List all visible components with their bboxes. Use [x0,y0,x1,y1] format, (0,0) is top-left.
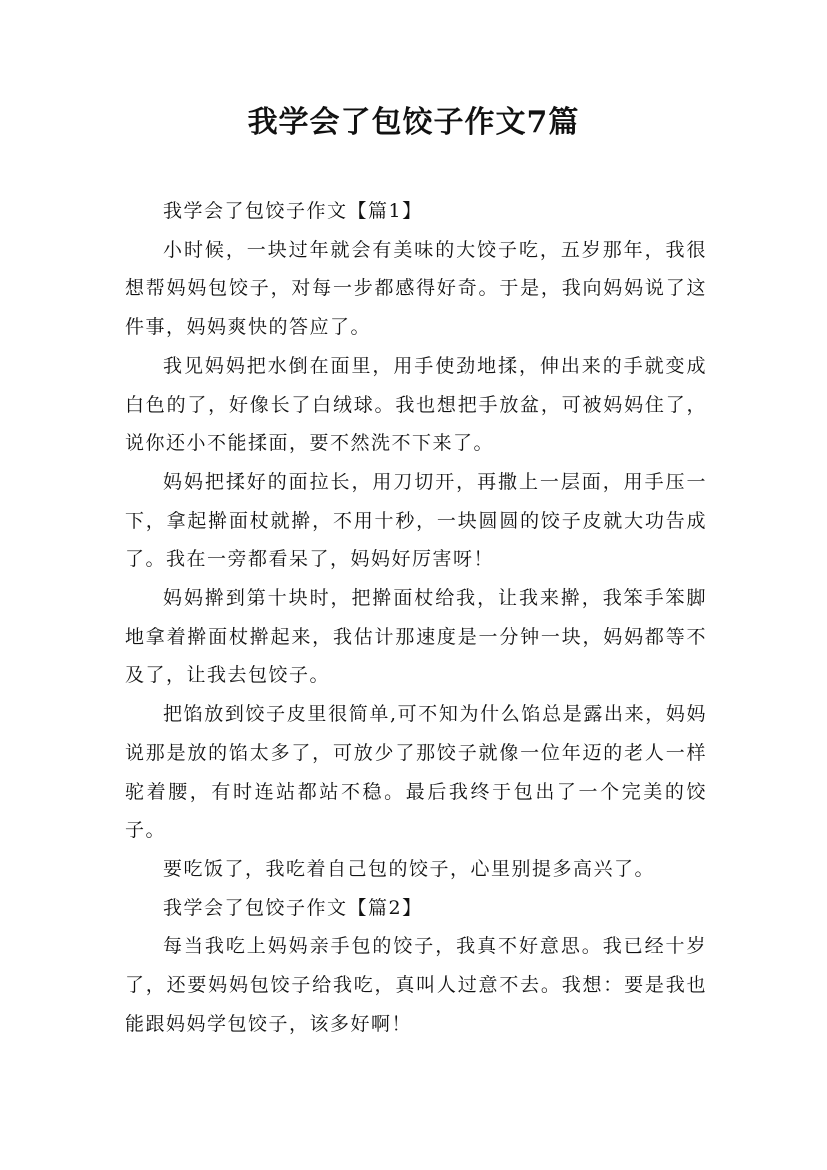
paragraph: 我见妈妈把水倒在面里，用手使劲地揉，伸出来的手就变成白色的了，好像长了白绒球。我也想把手放盆，可被妈妈住了，说你还小不能揉面，要不然洗不下来了。 [125,354,707,455]
paragraph: 要吃饭了，我吃着自己包的饺子，心里别提多高兴了。 [163,857,656,880]
paragraph: 把馅放到饺子皮里很简单,可不知为什么馅总是露出来，妈妈说那是放的馅太多了，可放少了那饺子就像一位年迈的老人一样驼着腰，有时连站都站不稳。最后我终于包出了一个完美的饺子。 [125,703,707,842]
paragraph: 小时候，一块过年就会有美味的大饺子吃，五岁那年，我很想帮妈妈包饺子，对每一步都感得好奇。于是，我向妈妈说了这件事，妈妈爽快的答应了。 [125,238,707,339]
document-body [125,192,707,1043]
document-title: 我学会了包饺子作文7篇 [247,105,580,140]
paragraph: 每当我吃上妈妈亲手包的饺子，我真不好意思。我已经十岁了，还要妈妈包饺子给我吃，真叫人过意不去。我想：要是我也能跟妈妈学包饺子，该多好啊！ [125,935,707,1035]
paragraph: 妈妈把揉好的面拉长，用刀切开，再撒上一层面，用手压一下，拿起擀面杖就擀，不用十秒，一块圆圆的饺子皮就大功告成了。我在一旁都看呆了，妈妈好厉害呀！ [125,470,707,571]
section-heading-1: 我学会了包饺子作文【篇1】 [163,200,423,222]
section-heading-2: 我学会了包饺子作文【篇2】 [163,896,423,919]
paragraph: 妈妈擀到第十块时，把擀面杖给我，让我来擀，我笨手笨脚地拿着擀面杖擀起来，我估计那速度是一分钟一块，妈妈都等不及了，让我去包饺子。 [125,587,707,687]
